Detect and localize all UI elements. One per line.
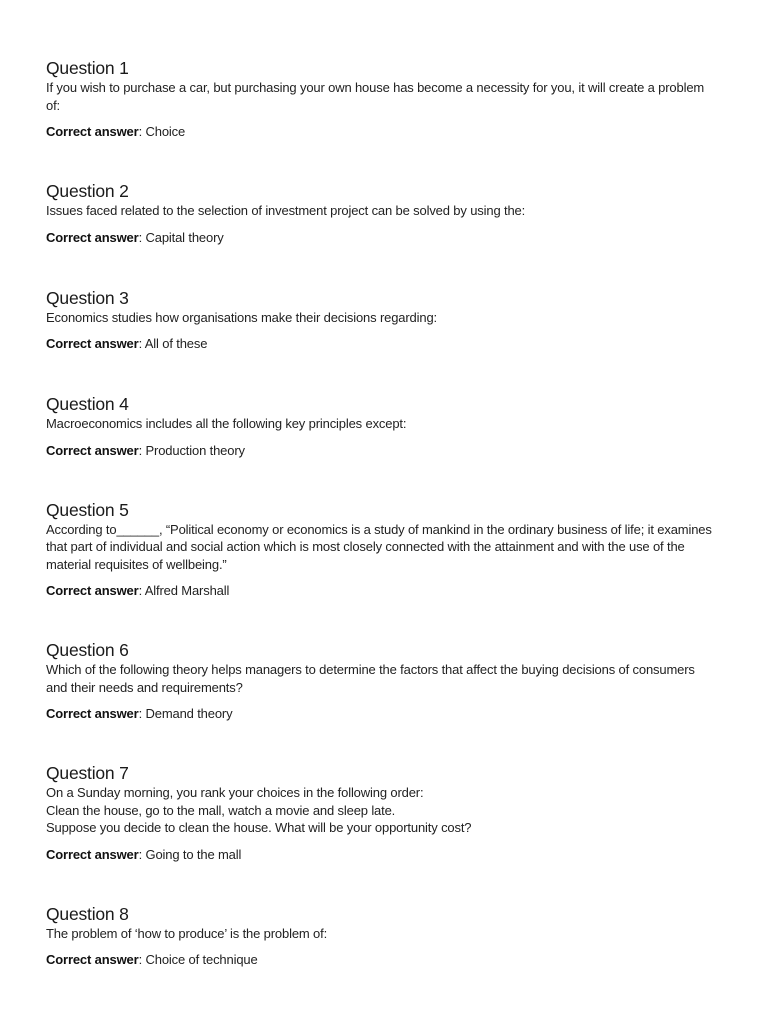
correct-answer-label: Correct answer bbox=[46, 442, 139, 458]
question-block-5 bbox=[46, 500, 718, 600]
correct-answer-value: Alfred Marshall bbox=[144, 583, 230, 598]
correct-answer-value: Choice bbox=[145, 124, 186, 139]
correct-answer-value: Choice of technique bbox=[145, 952, 258, 967]
question-text: If you wish to purchase a car, but purchasing your own house has become a necessity for you, it will create a problem of: bbox=[46, 80, 705, 113]
answer-separator: : bbox=[138, 952, 146, 967]
correct-answer-label: Correct answer bbox=[46, 583, 139, 598]
answer-separator: : bbox=[138, 442, 146, 458]
question-text: Issues faced related to the selection of investment project can be solved by using the: bbox=[46, 203, 526, 218]
answer-separator: : bbox=[138, 706, 146, 721]
question-title: Question 7 bbox=[46, 763, 129, 783]
correct-answer-label: Correct answer bbox=[46, 952, 139, 967]
question-text: According to______, “Political economy or economics is a study of mankind in the ordinary business of life; it examines that part of individual and social action which is most closely connected with the attainment and with the use of the material requisites of wellbeing.” bbox=[46, 521, 712, 572]
answer-separator: : bbox=[138, 124, 146, 139]
correct-answer-label: Correct answer bbox=[46, 229, 139, 245]
question-title: Question 1 bbox=[46, 58, 129, 78]
question-block-4 bbox=[46, 394, 718, 459]
correct-answer bbox=[46, 582, 718, 599]
correct-answer-label: Correct answer bbox=[46, 124, 139, 139]
correct-answer-value: Going to the mall bbox=[145, 846, 242, 862]
question-block-8 bbox=[46, 904, 718, 969]
correct-answer-value: All of these bbox=[144, 336, 208, 351]
question-title: Question 8 bbox=[46, 903, 129, 924]
question-text: Which of the following theory helps managers to determine the factors that affect the buying decisions of consumers and their needs and requirements? bbox=[46, 662, 695, 695]
correct-answer-value: Production theory bbox=[145, 442, 245, 458]
question-title: Question 5 bbox=[46, 499, 129, 520]
correct-answer bbox=[46, 846, 718, 863]
question-block-2 bbox=[46, 181, 718, 246]
answer-separator: : bbox=[138, 583, 145, 598]
question-block-1 bbox=[46, 58, 718, 140]
correct-answer-value: Demand theory bbox=[145, 706, 233, 721]
question-text: Macroeconomics includes all the following key principles except: bbox=[46, 416, 407, 431]
correct-answer bbox=[46, 123, 718, 140]
question-block-6 bbox=[46, 640, 718, 722]
question-block-3 bbox=[46, 288, 718, 353]
question-block-7 bbox=[46, 763, 718, 863]
question-title: Question 2 bbox=[46, 181, 129, 201]
question-text: Economics studies how organisations make their decisions regarding: bbox=[46, 309, 437, 325]
answer-separator: : bbox=[138, 229, 146, 245]
correct-answer bbox=[46, 705, 718, 722]
correct-answer-label: Correct answer bbox=[46, 846, 139, 862]
correct-answer-label: Correct answer bbox=[46, 336, 139, 351]
question-title: Question 6 bbox=[46, 640, 129, 660]
question-text: On a Sunday morning, you rank your choices in the following order: Clean the house, go to the mall, watch a movie and sleep late. Suppose you decide to clean the house. What will be your opportunity cost? bbox=[46, 785, 472, 835]
correct-answer bbox=[46, 442, 718, 459]
correct-answer-label: Correct answer bbox=[46, 706, 139, 721]
correct-answer bbox=[46, 335, 718, 352]
answer-separator: : bbox=[138, 336, 145, 351]
correct-answer bbox=[46, 951, 718, 968]
answer-separator: : bbox=[138, 846, 146, 862]
question-title: Question 4 bbox=[46, 394, 129, 414]
quiz-answers-document bbox=[46, 58, 718, 968]
correct-answer-value: Capital theory bbox=[145, 229, 224, 245]
question-text: The problem of ‘how to produce’ is the problem of: bbox=[46, 925, 328, 941]
correct-answer bbox=[46, 229, 718, 246]
question-title: Question 3 bbox=[46, 287, 129, 308]
